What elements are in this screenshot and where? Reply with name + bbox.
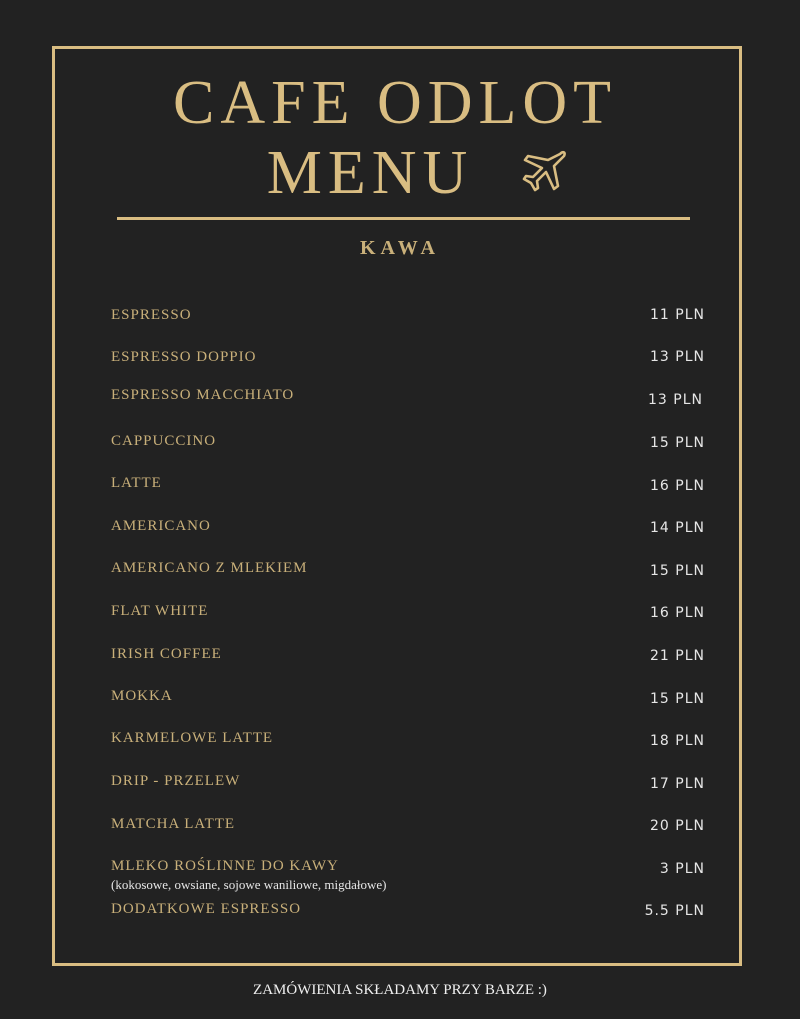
menu-item-name: IRISH COFFEE (111, 646, 222, 662)
menu-item-name: MATCHA LATTE (111, 816, 236, 832)
menu-item-note: (kokosowe, owsiane, sojowe waniliowe, migdałowe) (111, 877, 387, 892)
menu-item-price: 14 PLN (650, 520, 705, 536)
menu-item-price: 3 PLN (659, 861, 705, 877)
menu-item-name: KARMELOWE LATTE (111, 730, 274, 746)
menu-item-name: LATTE (111, 475, 162, 491)
menu-item-name: FLAT WHITE (111, 603, 209, 619)
menu-item-name: AMERICANO (111, 518, 211, 534)
menu-item-price: 13 PLN (648, 392, 703, 408)
menu-item-price: 13 PLN (650, 349, 705, 365)
menu-item-price: 11 PLN (650, 307, 705, 323)
menu-item-price: 5.5 PLN (644, 903, 705, 919)
menu-item-name: ESPRESSO (111, 307, 192, 323)
title-divider (117, 217, 690, 220)
menu-item-name: DRIP - PRZELEW (111, 773, 241, 789)
menu-item-price: 17 PLN (650, 776, 705, 792)
menu-item-name: AMERICANO Z MLEKIEM (111, 560, 308, 576)
menu-title: MENU (266, 139, 474, 207)
menu-item-price: 16 PLN (650, 605, 705, 621)
menu-item-name: ESPRESSO DOPPIO (111, 349, 257, 365)
menu-item-price: 15 PLN (650, 563, 705, 579)
menu-item-price: 18 PLN (650, 733, 705, 749)
menu-item-price: 15 PLN (650, 691, 705, 707)
menu-item-name: CAPPUCCINO (111, 433, 217, 449)
menu-item-name: ESPRESSO MACCHIATO (111, 387, 295, 403)
section-title-kawa: KAWA (359, 237, 440, 259)
menu-item-price: 20 PLN (650, 818, 705, 834)
order-at-bar-note: ZAMÓWIENIA SKŁADAMY PRZY BARZE :) (253, 982, 547, 998)
menu-item-price: 15 PLN (650, 435, 705, 451)
menu-item-price: 21 PLN (650, 648, 705, 664)
menu-item-name: MLEKO ROŚLINNE DO KAWY (111, 858, 339, 874)
airplane-icon (520, 148, 568, 194)
menu-item-name: MOKKA (111, 688, 173, 704)
menu-item-name: DODATKOWE ESPRESSO (111, 901, 302, 917)
cafe-name-title: CAFE ODLOT (172, 69, 618, 137)
menu-item-price: 16 PLN (650, 478, 705, 494)
